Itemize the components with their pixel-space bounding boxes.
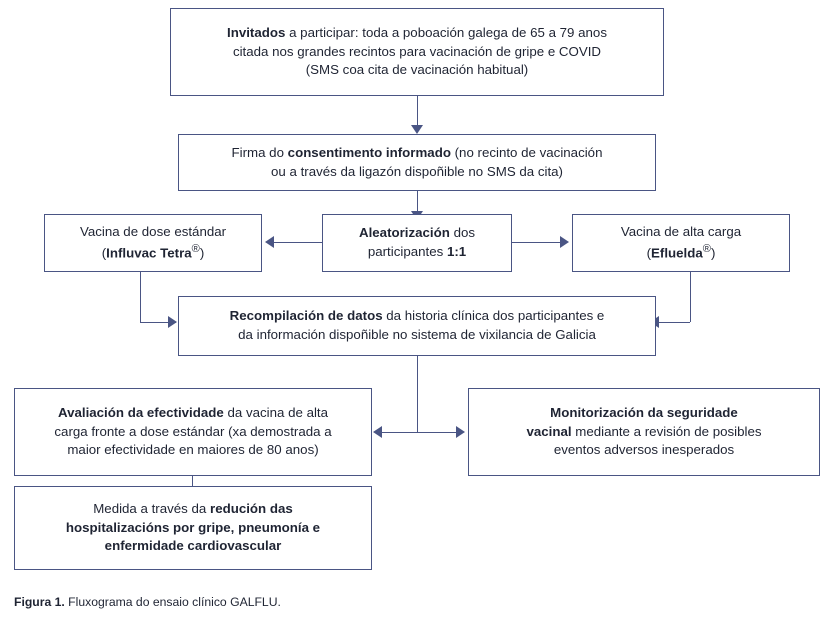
node-high-dose-line1: Vacina de alta carga xyxy=(620,223,742,239)
node-outcome-text xyxy=(23,500,363,557)
node-safety-line3: eventos adversos inesperados xyxy=(553,442,735,458)
node-effectiveness-line3: maior efectividade en maiores de 80 anos) xyxy=(67,442,319,458)
node-invited-line1-rest: a participar: toda a poboación galega de 65 a 79 anos xyxy=(285,24,607,40)
node-randomization-line1-strong: Aleatorización xyxy=(358,225,450,241)
connector-high-left xyxy=(658,322,690,323)
node-standard-dose-line2-strong: Influvac Tetra xyxy=(106,245,192,261)
node-randomization xyxy=(322,214,512,272)
arrowhead-standard-dose xyxy=(265,236,274,248)
connector-data-collection-down xyxy=(417,356,418,433)
node-safety xyxy=(468,388,820,476)
node-standard-dose-line2-pre: ( xyxy=(101,245,107,261)
node-high-dose-line2-strong: Efluelda xyxy=(651,245,703,261)
node-outcome-line2-strong: hospitalizacións por gripe, pneumonía e xyxy=(65,519,321,535)
node-outcome-line1-strong: redución das xyxy=(210,500,293,516)
node-outcome-line3-strong: enfermidade cardiovascular xyxy=(104,538,282,554)
node-standard-dose-line1: Vacina de dose estándar xyxy=(79,223,227,239)
node-data-collection-line1-strong: Recompilación de datos xyxy=(229,308,383,324)
node-standard-dose-text xyxy=(53,223,253,263)
connector-standard-down xyxy=(140,272,141,322)
arrowhead-high-dose xyxy=(560,236,569,248)
arrowhead-consent xyxy=(411,125,423,134)
node-data-collection-line1-rest: da historia clínica dos participantes e xyxy=(382,308,605,324)
node-randomization-line2-strong: 1:1 xyxy=(446,244,467,259)
node-consent xyxy=(178,134,656,191)
node-consent-line1-strong: consentimento informado xyxy=(287,144,451,160)
node-effectiveness-line1-strong: Avaliación da efectividade xyxy=(57,404,224,420)
figure-caption-text: Fluxograma do ensaio clínico GALFLU. xyxy=(64,595,281,609)
node-randomization-text xyxy=(331,224,503,262)
node-consent-line2: ou a través da ligazón dispoñible no SMS da cita) xyxy=(271,163,563,179)
node-data-collection xyxy=(178,296,656,356)
node-invited-line3: (SMS coa cita de vacinación habitual) xyxy=(305,62,529,78)
arrowhead-effectiveness xyxy=(373,426,382,438)
node-safety-line1-strong: Monitorización da seguridade xyxy=(550,404,738,420)
node-consent-text xyxy=(187,144,647,182)
figure-caption xyxy=(14,595,281,609)
node-standard-dose xyxy=(44,214,262,272)
connector-effectiveness-safety xyxy=(378,432,462,433)
node-outcome xyxy=(14,486,372,570)
node-high-dose xyxy=(572,214,790,272)
node-high-dose-line2-post: ) xyxy=(710,245,716,261)
node-data-collection-line2: da información dispoñible no sistema de vixilancia de Galicia xyxy=(238,327,596,342)
connector-high-down xyxy=(690,272,691,322)
node-outcome-line1-pre: Medida a través da xyxy=(93,500,211,516)
node-invited xyxy=(170,8,664,96)
node-invited-text xyxy=(179,24,655,81)
node-invited-line1-strong: Invitados xyxy=(227,24,286,40)
arrowhead-safety xyxy=(456,426,465,438)
node-randomization-line1-rest: dos xyxy=(449,225,476,241)
node-consent-line1-pre: Firma do xyxy=(231,144,288,160)
node-randomization-line2-pre: participantes xyxy=(367,244,447,259)
node-safety-line2-strong: vacinal xyxy=(526,423,572,439)
connector-randomization-high xyxy=(512,242,560,243)
node-data-collection-text xyxy=(187,307,647,345)
node-effectiveness-line1-rest: da vacina de alta xyxy=(223,404,329,420)
figure-caption-label: Figura 1. xyxy=(14,595,65,609)
node-effectiveness-line2: carga fronte a dose estándar (xa demostrada a xyxy=(54,423,332,439)
node-high-dose-text xyxy=(581,223,781,263)
node-consent-line1-post: (no recinto de vacinación xyxy=(450,144,603,160)
node-standard-dose-line2-post: ) xyxy=(199,245,205,261)
connector-randomization-standard xyxy=(274,242,322,243)
node-standard-dose-line2-sup: ® xyxy=(191,242,200,255)
node-high-dose-line2-sup: ® xyxy=(702,242,711,255)
node-effectiveness-text xyxy=(23,404,363,461)
node-safety-text xyxy=(477,404,811,461)
node-high-dose-line2-pre: ( xyxy=(646,245,652,261)
connector-invited-consent xyxy=(417,96,418,125)
node-effectiveness xyxy=(14,388,372,476)
arrowhead-data-collection-left xyxy=(168,316,177,328)
node-invited-line2: citada nos grandes recintos para vacinación de gripe e COVID xyxy=(232,43,602,59)
node-safety-line2-rest: mediante a revisión de posibles xyxy=(571,423,762,439)
